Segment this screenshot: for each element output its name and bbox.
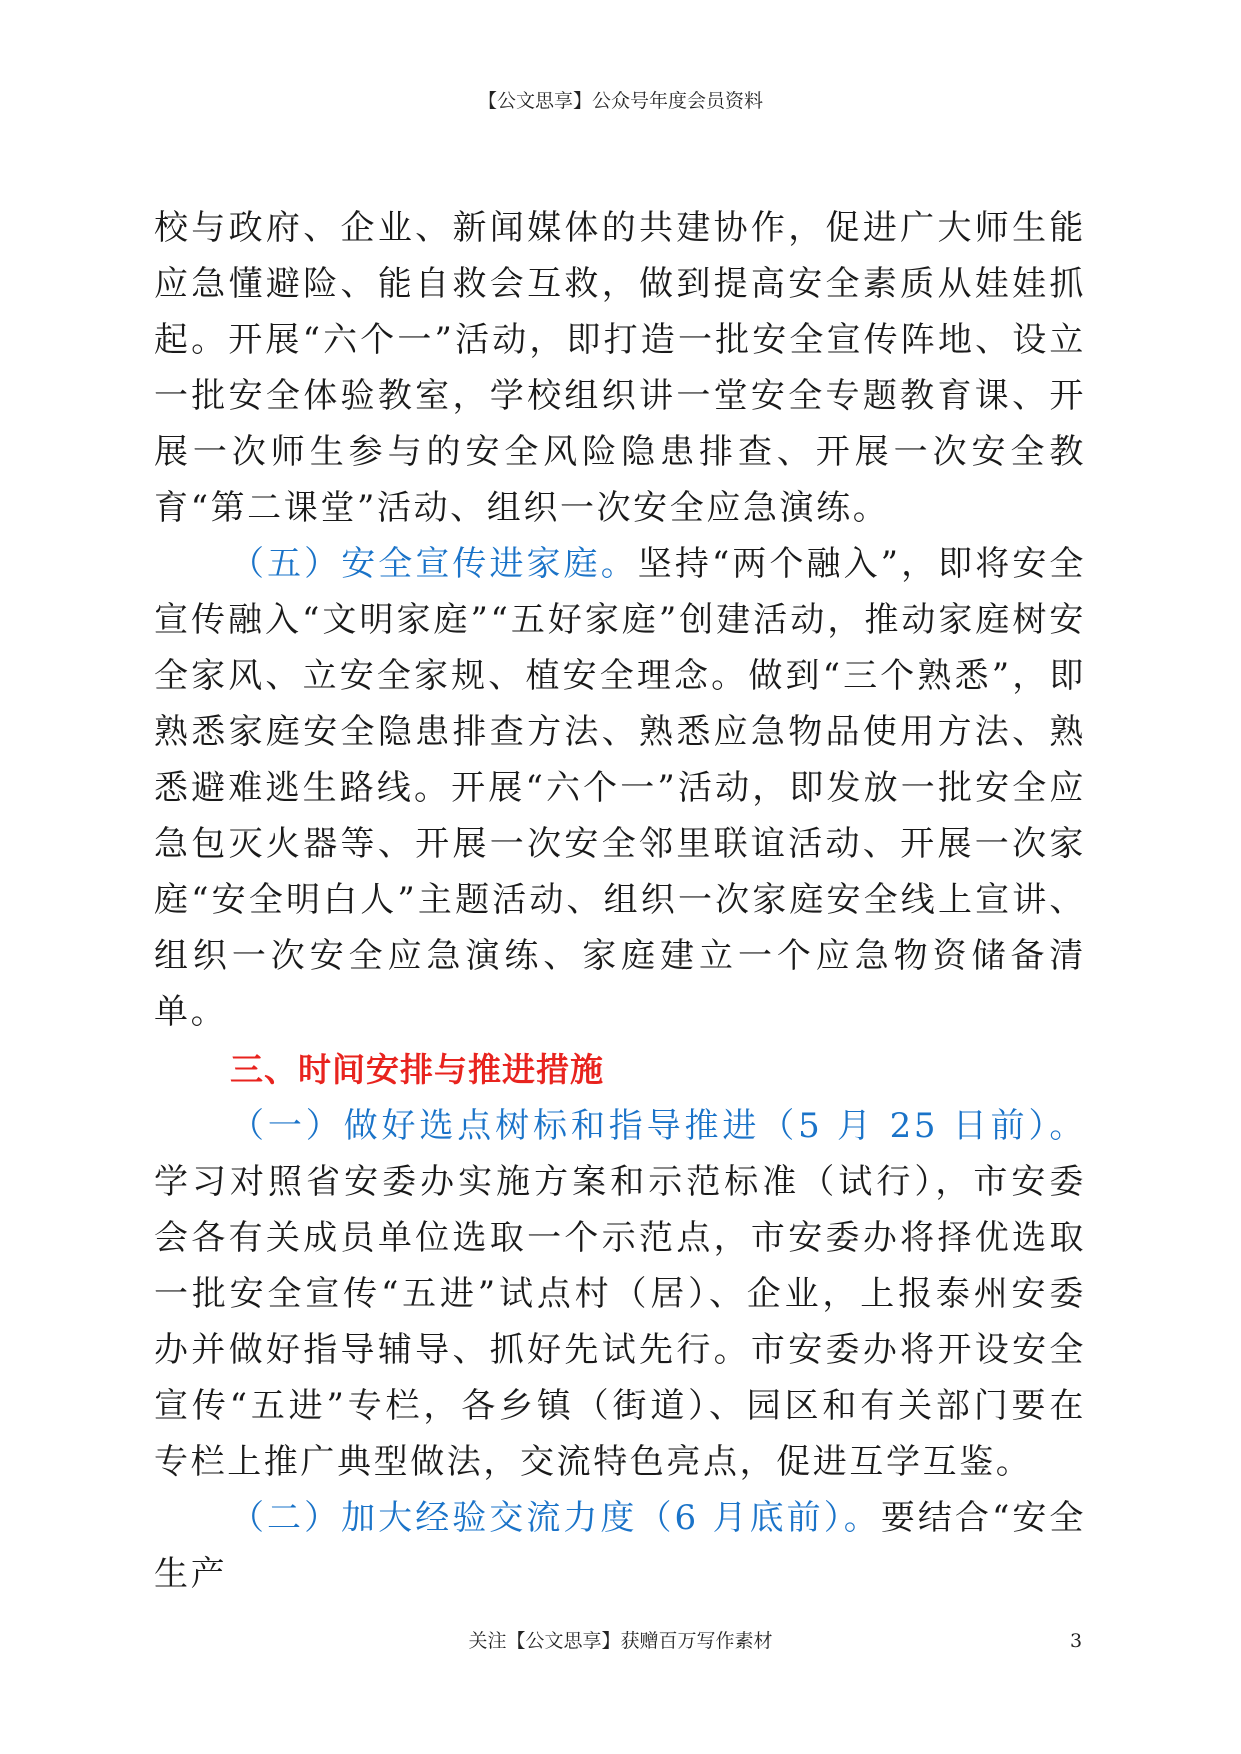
paragraph-experience-exchange-text: 要结合“安全生产 [154,1498,1087,1594]
subheading-site-selection: （一）做好选点树标和指导推进（5 月 25 日前）。 [230,1106,1086,1146]
paragraph-family-safety-text: 坚持“两个融入”，即将安全宣传融入“文明家庭”“五好家庭”创建活动，推动家庭树安全家风、立安全家规、植安全理念。做到“三个熟悉”，即熟悉家庭安全隐患排查方法、熟悉应急物品使用方法、熟悉避难逃生路线。开展“六个一”活动，即发放一批安全应急包灭火器等、开展一次安全邻里联谊活动、开展一次家庭“安全明白人”主题活动、组织一次家庭安全线上宣讲、组织一次安全应急演练、家庭建立一个应急物资储备清单。 [154,544,1086,1032]
section-title-schedule: 三、时间安排与推进措施 [230,1050,604,1089]
paragraph-family-safety [154,536,1086,1040]
document-body [154,200,1086,1602]
page-footer: 关注【公文思享】获赠百万写作素材 [468,1630,773,1652]
paragraph-site-selection-text: 学习对照省安委办实施方案和示范标准（试行），市安委会各有关成员单位选取一个示范点，市安委办将择优选取一批安全宣传“五进”试点村（居）、企业，上报泰州安委办并做好指导辅导、抓好先试先行。市安委办将开设安全宣传“五进”专栏，各乡镇（街道）、园区和有关部门要在专栏上推广典型做法，交流特色亮点，促进互学互鉴。 [154,1162,1086,1482]
subheading-experience-exchange: （二）加大经验交流力度（6 月底前）。 [230,1498,881,1538]
paragraph-school-activities: 校与政府、企业、新闻媒体的共建协作，促进广大师生能应急懂避险、能自救会互救，做到提高安全素质从娃娃抓起。开展“六个一”活动，即打造一批安全宣传阵地、设立一批安全体验教室，学校组织讲一堂安全专题教育课、开展一次师生参与的安全风险隐患排查、开展一次安全教育“第二课堂”活动、组织一次安全应急演练。 [154,208,1086,528]
subheading-family-safety: （五）安全宣传进家庭。 [230,544,638,584]
paragraph-experience-exchange [154,1490,1086,1602]
page-header: 【公文思享】公众号年度会员资料 [477,90,763,112]
paragraph-site-selection [154,1098,1086,1490]
page-number: 3 [1070,1630,1083,1652]
